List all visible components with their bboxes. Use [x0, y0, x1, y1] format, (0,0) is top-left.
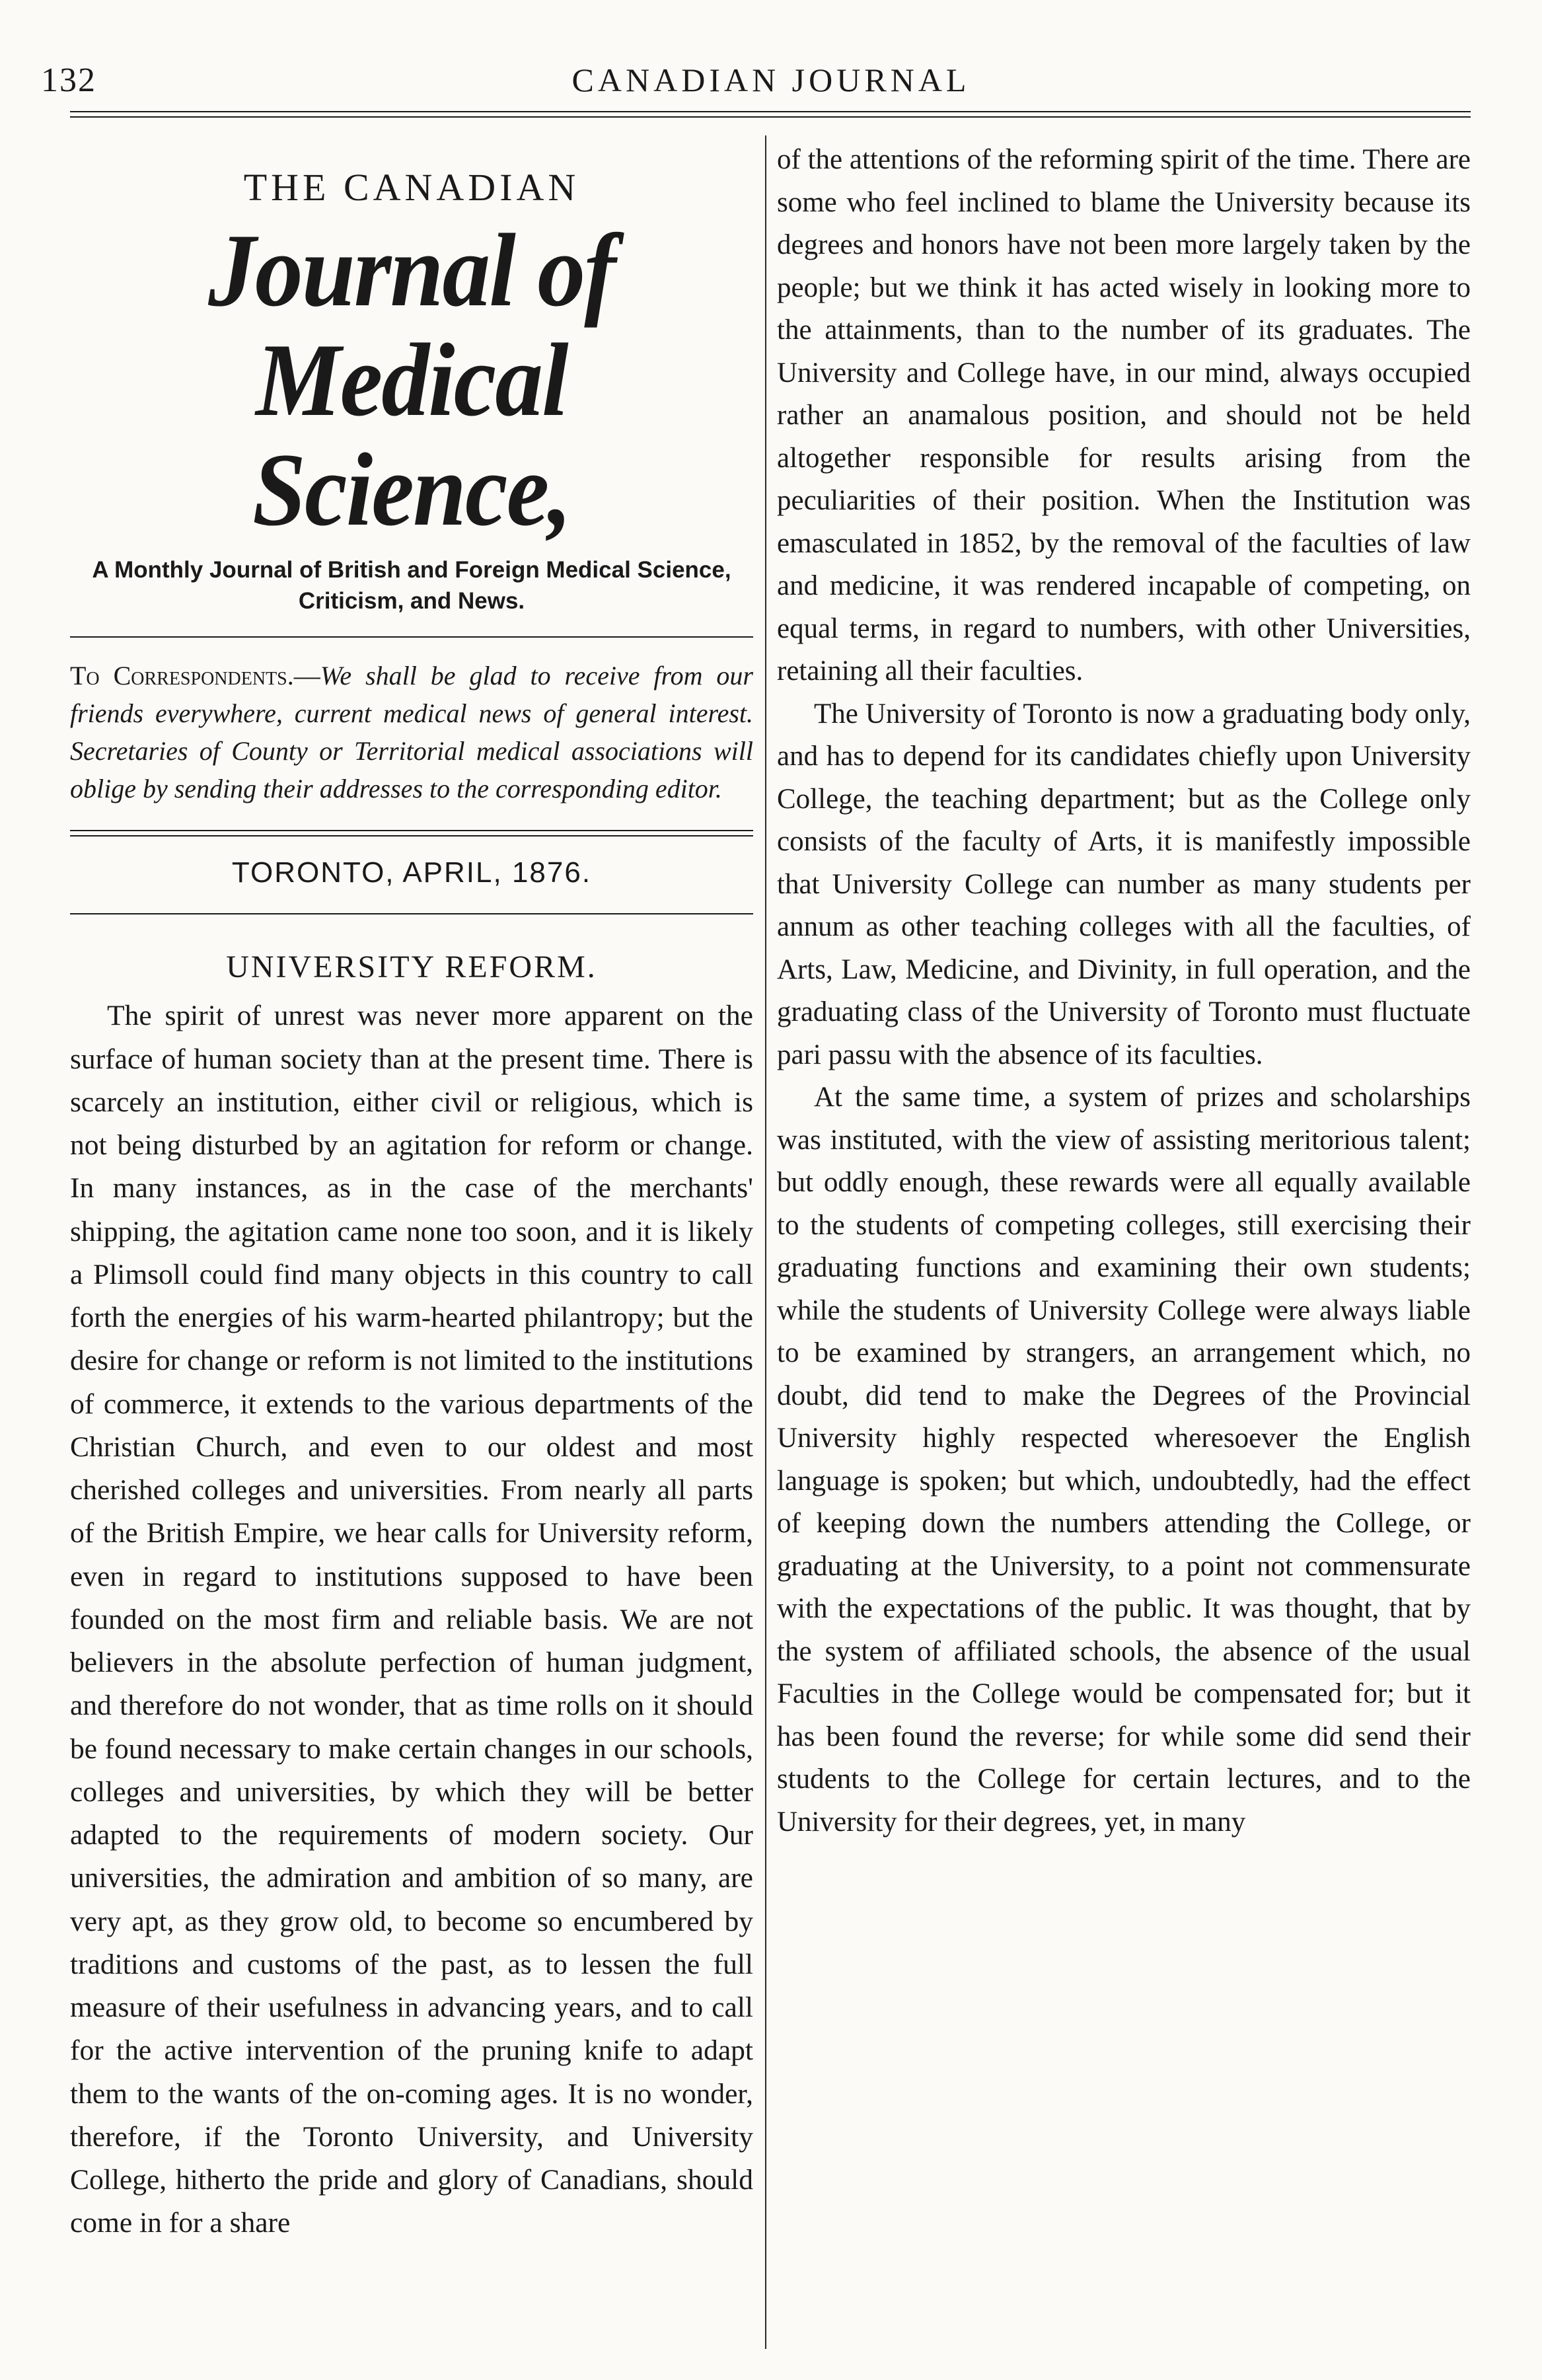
right-column — [777, 139, 1471, 1843]
article-paragraph: At the same time, a system of prizes and scholarships was instituted, with the view of assisting meritorious talent; but oddly enough, these rewards were all equally available to the students of competing colleges, still exercising their graduating functions and examining their own students; while the students of University College were always liable to be examined by strangers, an arrangement which, no doubt, did tend to make the Degrees of the Provincial University highly respected wheresoever the English language is spoken; but which, undoubtedly, had the effect of keeping down the numbers attending the College, or graduating at the University, to a point not commensurate with the expectations of the public. It was thought, that by the system of affiliated schools, the absence of the usual Faculties in the College would be compensated for; but it has been found the reverse; for while some did send their students to the College for certain lectures, and to the University for their degrees, yet, in many — [777, 1082, 1471, 1838]
dateline-underline — [70, 913, 753, 914]
article-paragraph: The University of Toronto is now a graduating body only, and has to depend for its candidates chiefly upon University College, the teaching department; but as the College only consists of the faculty of Arts, it is manifestly impossible that University College can number as many students per annum as other teaching colleges with all the faculties, of Arts, Law, Medicine, and Divinity, in full operation, and the graduating class of the University of Toronto must fluctuate pari passu with the absence of its faculties. — [777, 698, 1471, 1070]
header-rule-top — [70, 111, 1471, 112]
dateline-rule — [70, 830, 753, 837]
header-rule-bottom — [70, 116, 1471, 118]
column-divider — [765, 135, 766, 2349]
masthead-rule — [70, 636, 753, 638]
masthead-title: Journal of Medical Science, — [208, 213, 615, 548]
correspondents-notice: To Correspondents.—We shall be glad to receive from our friends everywhere, current medical news of general interest. Secretaries of County or Territorial medical associations will oblige by sending their addresses to the corresponding editor. — [70, 661, 753, 803]
dateline: TORONTO, APRIL, 1876. — [231, 856, 592, 889]
article-paragraph: The spirit of unrest was never more apparent on the surface of human society than at the present time. There is scarcely an institution, either civil or religious, which is not being disturbed by an agitation for reform or change. In many instances, as in the case of the merchants' shipping, the agitation came none too soon, and it is likely a Plimsoll could find many objects in this country to call forth the energies of his warm-hearted philantropy; but the desire for change or reform is not limited to the institutions of commerce, it extends to the various departments of the Christian Church, and even to our oldest and most cherished colleges and universities. From nearly all parts of the British Empire, we hear calls for University reform, even in regard to institutions supposed to have been founded on the most firm and reliable basis. We are not believers in the absolute perfection of human judgment, and therefore do not wonder, that as time rolls on it should be found necessary to make certain changes in our schools, colleges and universities, by which they will be better adapted to the requirements of modern society. Our universities, the admiration and ambition of so many, are very apt, as they grow old, to become so encumbered by traditions and customs of the past, as to lessen the full measure of their usefulness in advancing years, and to call for the active intervention of the pruning knife to adapt them to the wants of the on-coming ages. It is no wonder, therefore, if the Toronto University, and University College, hitherto the pride and glory of Canadians, should come in for a share — [70, 1000, 753, 2239]
correspondents-lead: To Correspondents. — [70, 661, 294, 691]
running-head — [0, 61, 1542, 107]
page-number: 132 — [41, 61, 96, 99]
masthead-subtitle: A Monthly Journal of British and Foreign Medical Science, Criticism, and News. — [92, 556, 731, 614]
left-column — [70, 139, 753, 2245]
article-title: UNIVERSITY REFORM. — [226, 949, 597, 985]
correspondents-text: We shall be glad to receive from our friends everywhere, current medical news of general interest. Secretaries of County or Territorial medical associations will oblige by sending their addresses to the corresponding editor. — [70, 661, 753, 803]
running-title: CANADIAN JOURNAL — [571, 61, 971, 98]
article-paragraph: of the attentions of the reforming spirit of the time. There are some who feel inclined to blame the University because its degrees and honors have not been more largely taken by the people; but we think it has acted wisely in looking more to the attainments, than to the number of its graduates. The University and College have, in our mind, always occupied rather an anamalous position, and should not be held altogether responsible for results arising from the peculiarities of their position. When the Institution was emasculated in 1852, by the removal of the faculties of law and medicine, it was rendered incapable of competing, on equal terms, in regard to numbers, with other Universities, retaining all their faculties. — [777, 144, 1471, 687]
masthead-top-line: THE CANADIAN — [243, 166, 580, 209]
